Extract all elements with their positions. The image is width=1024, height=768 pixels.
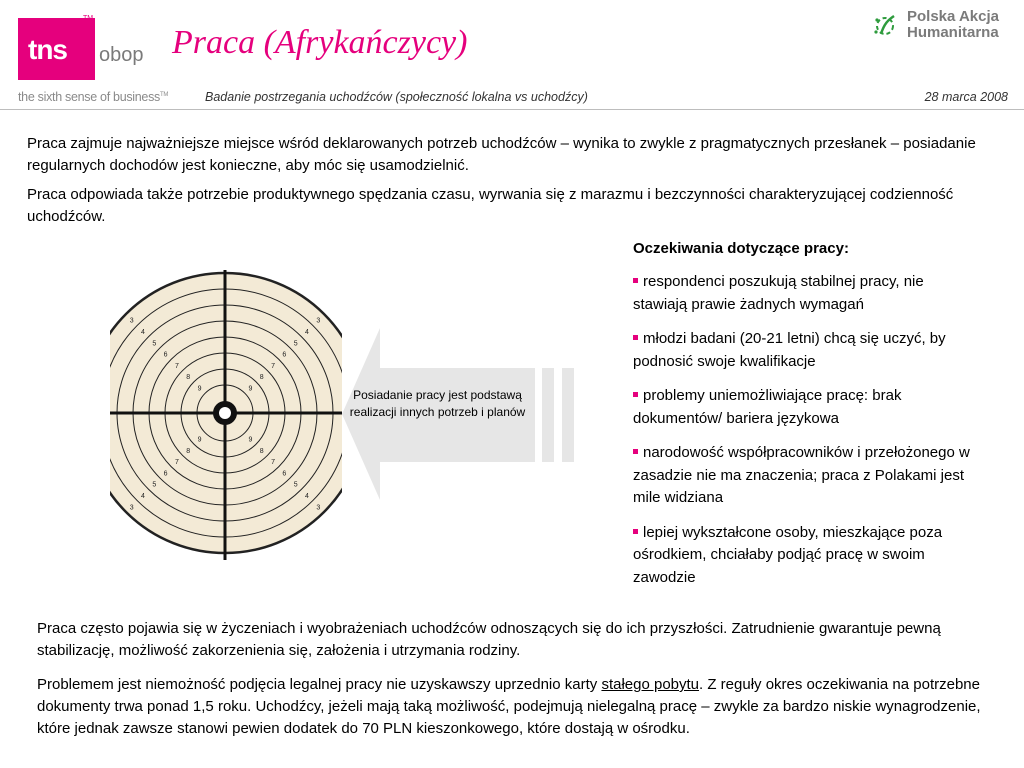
list-item-text: narodowość współpracowników i przełożonego w zasadzie nie ma znaczenia; praca z Polakami jest mile widziana xyxy=(633,444,970,506)
bullet-icon xyxy=(633,392,638,397)
list-item xyxy=(633,328,978,373)
ring-number: 6 xyxy=(282,351,287,359)
list-item-text: problemy uniemożliwiające pracę: brak dokumentów/ bariera językowa xyxy=(633,387,902,427)
tagline xyxy=(18,90,168,104)
ring-number: 6 xyxy=(163,470,168,478)
ring-number: 8 xyxy=(259,374,264,382)
list-item xyxy=(633,522,978,590)
list-item xyxy=(633,385,978,430)
ring-number: 9 xyxy=(197,385,202,393)
obop-logo-text: obop xyxy=(99,44,144,66)
slide-date: 28 marca 2008 xyxy=(924,90,1008,104)
ring-number: 7 xyxy=(271,362,276,370)
list-item xyxy=(633,271,978,316)
ring-number: 5 xyxy=(152,481,157,489)
ring-number: 3 xyxy=(316,317,321,325)
ring-number: 4 xyxy=(141,493,145,501)
target-graphic xyxy=(110,270,342,560)
ring-number: 7 xyxy=(174,362,179,370)
intro-paragraph-1: Praca zajmuje najważniejsze miejsce wśród deklarowanych potrzeb uchodźców – wynika to zwykle z pragmatycznych przesłanek – posiadanie regularnych dochodów jest konieczne, aby móc się usamodzielnić. xyxy=(27,135,976,174)
list-item xyxy=(633,442,978,510)
ring-number: 3 xyxy=(316,504,321,512)
tns-logo-tm: TM xyxy=(83,15,94,22)
ring-number: 5 xyxy=(293,340,298,348)
header-divider xyxy=(0,109,1024,110)
tagline-tm: TM xyxy=(160,91,169,98)
arrow-caption: Posiadanie pracy jest podstawą realizacji innych potrzeb i planów xyxy=(349,388,526,419)
ring-number: 9 xyxy=(248,385,253,393)
expectations-title: Oczekiwania dotyczące pracy: xyxy=(633,240,849,257)
ring-number: 8 xyxy=(186,374,191,382)
ring-number: 7 xyxy=(271,459,276,467)
bullet-icon xyxy=(633,529,638,534)
permanent-residence-link[interactable]: stałego pobytu xyxy=(601,676,700,693)
ring-number: 4 xyxy=(141,328,145,336)
pah-line-1: Polska Akcja xyxy=(907,8,999,25)
ring-number: 4 xyxy=(305,328,309,336)
ring-number: 7 xyxy=(174,459,179,467)
tagline-text: the sixth sense of business xyxy=(18,90,160,104)
ring-number: 6 xyxy=(163,351,168,359)
outro-paragraph-2 xyxy=(37,674,1002,740)
ring-number: 5 xyxy=(293,481,298,489)
slide-title: Praca (Afrykańczycy) xyxy=(172,24,468,61)
list-item-text: młodzi badani (20-21 letni) chcą się uczyć, by podnosić swoje kwalifikacje xyxy=(633,330,946,370)
ring-number: 3 xyxy=(129,504,134,512)
pah-line-2: Humanitarna xyxy=(907,24,999,41)
list-item-text: respondenci poszukują stabilnej pracy, nie stawiają prawie żadnych wymagań xyxy=(633,273,924,313)
outro-paragraph-1: Praca często pojawia się w życzeniach i wyobrażeniach uchodźców odnoszących się do ich przyszłości. Zatrudnienie gwarantuje pewną stabilizację, możliwość zakorzenienia się, założenia i utrzymania rodziny. xyxy=(37,620,941,659)
ring-number: 6 xyxy=(282,470,287,478)
expectations-list xyxy=(633,271,978,601)
ring-number: 9 xyxy=(248,436,253,444)
bullet-icon xyxy=(633,449,638,454)
bullet-icon xyxy=(633,278,638,283)
outro-text-after: . Z reguły okres oczekiwania na potrzebne dokumenty trwa ponad 1,5 roku. Uchodźcy, jeżeli mają taką możliwość, podejmują nielegalną pracę – zwykle za bardzo niskie wynagrodzenie, które jednak zawsze stanowi pewien dodatek do 70 PLN kieszonkowego, które dostają w ośrodku. xyxy=(37,676,981,737)
ring-number: 8 xyxy=(259,447,264,455)
list-item-text: lepiej wykształcone osoby, mieszkające poza ośrodkiem, chciałaby podjąć pracę w swoim zawodzie xyxy=(633,523,943,586)
ring-number: 5 xyxy=(152,340,157,348)
ring-number: 9 xyxy=(197,436,202,444)
outro-text-before: Problemem jest niemożność podjęcia legalnej pracy nie uzyskawszy uprzednio karty xyxy=(37,676,602,693)
slide-subtitle: Badanie postrzegania uchodźców (społeczność lokalna vs uchodźcy) xyxy=(205,90,588,104)
ring-number: 4 xyxy=(305,493,309,501)
intro-paragraph-2: Praca odpowiada także potrzebie produktywnego spędzania czasu, wyrwania się z marazmu i bezczynności charakteryzującej codzienność uchodźców. xyxy=(27,186,954,225)
ring-number: 8 xyxy=(186,447,191,455)
pah-logo-text xyxy=(907,9,999,41)
ring-number: 3 xyxy=(129,317,134,325)
bullet-icon xyxy=(633,335,638,340)
tns-logo-text: tns xyxy=(28,34,67,65)
